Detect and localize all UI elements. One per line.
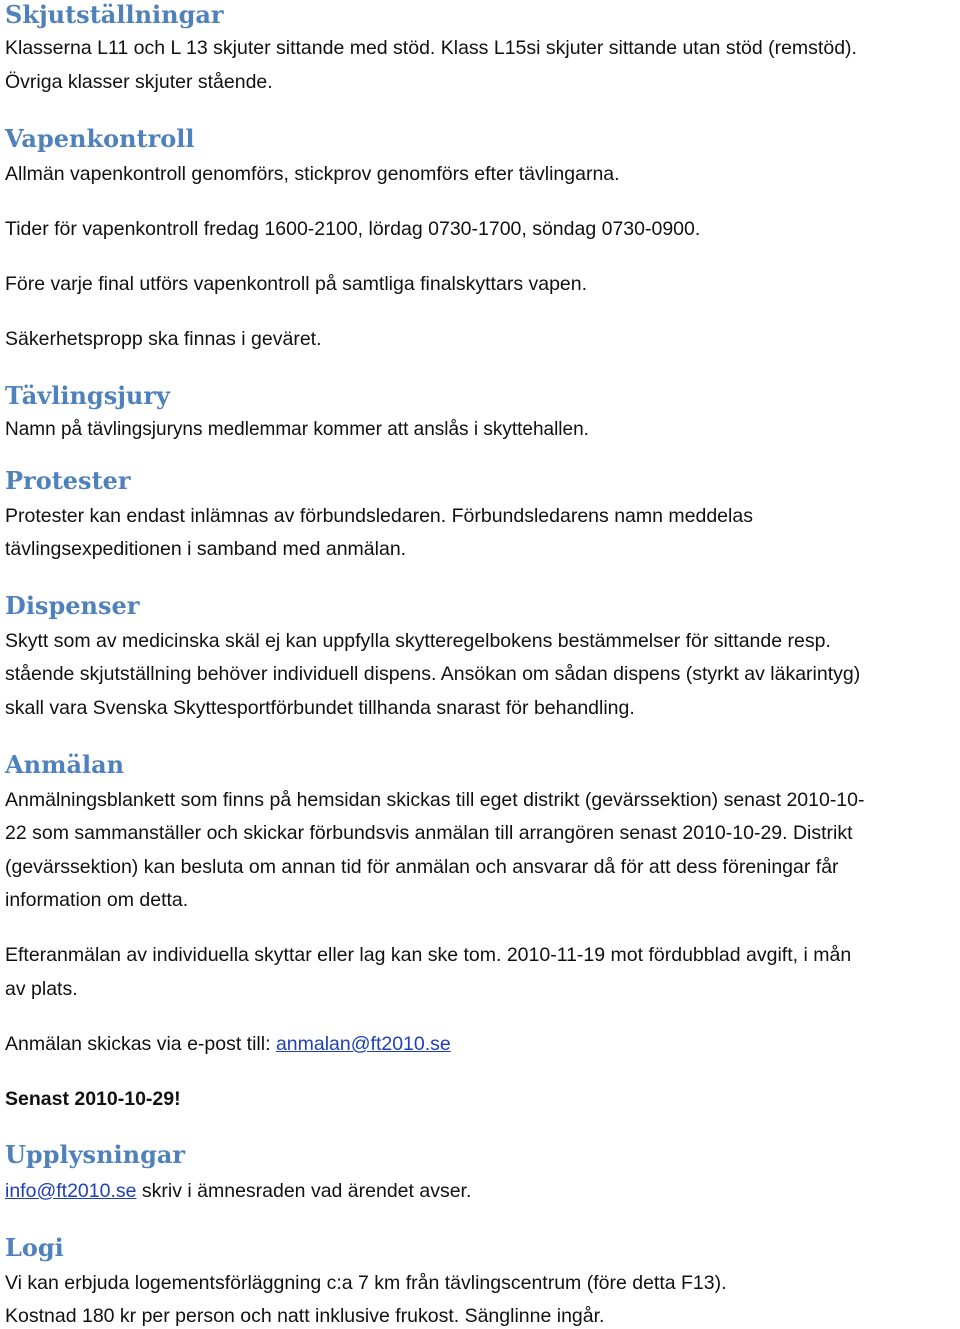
heading-skjutstallningar: Skjutställningar bbox=[5, 0, 224, 29]
heading-protester: Protester bbox=[5, 466, 131, 495]
heading-vapenkontroll: Vapenkontroll bbox=[5, 124, 195, 153]
text-dispenser-line3: skall vara Svenska Skyttesportförbundet tillhanda snarast för behandling. bbox=[5, 697, 635, 719]
text-dispenser-line1: Skytt som av medicinska skäl ej kan uppfylla skytteregelbokens bestämmelser för sittande resp. bbox=[5, 630, 831, 652]
text-protester-line2: tävlingsexpeditionen i samband med anmälan. bbox=[5, 538, 407, 560]
heading-upplysningar: Upplysningar bbox=[5, 1140, 186, 1169]
text-anmalan-line2: 22 som sammanställer och skickar förbundsvis anmälan till arrangören senast 2010-10-29. Distrikt bbox=[5, 822, 853, 844]
text-protester-line1: Protester kan endast inlämnas av förbundsledaren. Förbundsledarens namn meddelas bbox=[5, 505, 753, 527]
text-vapen-p3: Före varje final utförs vapenkontroll på samtliga finalskyttars vapen. bbox=[5, 273, 588, 295]
text-logi-line1: Vi kan erbjuda logementsförläggning c:a 7 km från tävlingscentrum (före detta F13). bbox=[5, 1272, 727, 1294]
text-skjut-line1: Klasserna L11 och L 13 skjuter sittande med stöd. Klass L15si skjuter sittande utan stöd (remstöd). bbox=[5, 37, 857, 59]
upplys-suffix: skriv i ämnesraden vad ärendet avser. bbox=[136, 1180, 472, 1202]
text-upplys-line bbox=[5, 1178, 471, 1204]
text-deadline: Senast 2010-10-29! bbox=[5, 1088, 181, 1110]
email-prefix: Anmälan skickas via e-post till: bbox=[5, 1033, 276, 1055]
info-email-link[interactable]: info@ft2010.se bbox=[5, 1180, 137, 1202]
text-anmalan-line1: Anmälningsblankett som finns på hemsidan skickas till eget distrikt (gevärssektion) senast 2010-10- bbox=[5, 789, 865, 811]
heading-dispenser: Dispenser bbox=[5, 591, 140, 620]
text-skjut-line2: Övriga klasser skjuter stående. bbox=[5, 71, 273, 93]
text-vapen-p1: Allmän vapenkontroll genomförs, stickprov genomförs efter tävlingarna. bbox=[5, 163, 620, 185]
text-efteranmalan-line1: Efteranmälan av individuella skyttar eller lag kan ske tom. 2010-11-19 mot fördubblad avgift, i mån bbox=[5, 944, 852, 966]
heading-logi: Logi bbox=[5, 1233, 64, 1262]
text-anmalan-email-line bbox=[5, 1031, 451, 1057]
heading-anmalan: Anmälan bbox=[5, 750, 125, 779]
heading-tavlingsjury: Tävlingsjury bbox=[5, 381, 170, 410]
text-jury-p1: Namn på tävlingsjuryns medlemmar kommer att anslås i skyttehallen. bbox=[5, 419, 589, 440]
text-vapen-p4: Säkerhetspropp ska finnas i geväret. bbox=[5, 328, 322, 350]
text-logi-line2: Kostnad 180 kr per person och natt inklusive frukost. Sänglinne ingår. bbox=[5, 1305, 605, 1327]
text-anmalan-line3: (gevärssektion) kan besluta om annan tid för anmälan och ansvarar då för att dess föreningar får bbox=[5, 856, 839, 878]
text-dispenser-line2: stående skjutställning behöver individuell dispens. Ansökan om sådan dispens (styrkt av läkarintyg) bbox=[5, 663, 861, 685]
text-efteranmalan-line2: av plats. bbox=[5, 978, 78, 1000]
anmalan-email-link[interactable]: anmalan@ft2010.se bbox=[275, 1033, 451, 1055]
text-anmalan-line4: information om detta. bbox=[5, 889, 189, 911]
text-vapen-p2: Tider för vapenkontroll fredag 1600-2100, lördag 0730-1700, söndag 0730-0900. bbox=[5, 218, 701, 240]
